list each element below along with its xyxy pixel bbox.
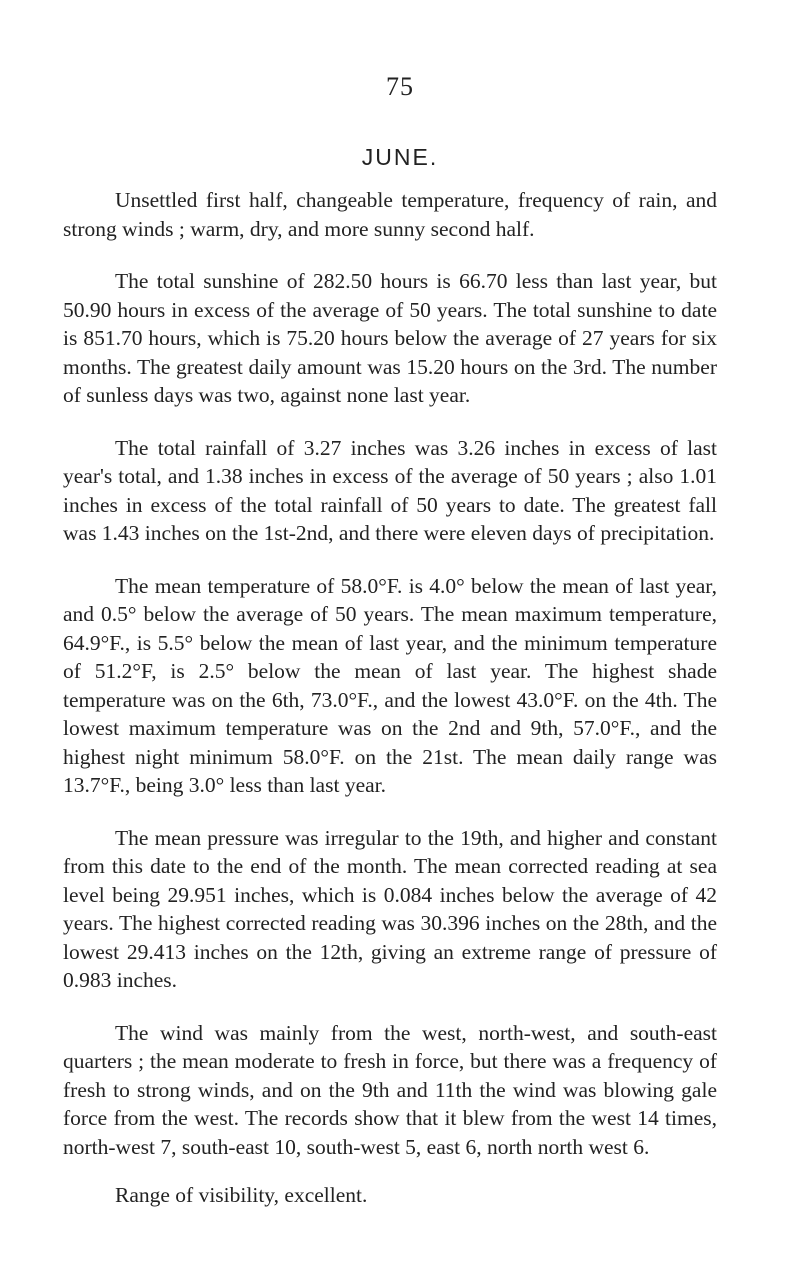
- page-heading: JUNE.: [361, 144, 439, 170]
- paragraph-temperature: The mean temperature of 58.0°F. is 4.0° below the mean of last year, and 0.5° below the average of 50 years. The mean maximum temperature, 64.9°F., is 5.5° below the mean of last year, and the minimum temperature of 51.2°F, is 2.5° below the mean of last year. The highest shade temperature was on the 6th, 73.0°F., and the lowest 43.0°F. on the 4th. The lowest maximum temperature was on the 2nd and 9th, 57.0°F., and the highest night minimum 58.0°F. on the 21st. The mean daily range was 13.7°F., being 3.0° less than last year.: [63, 573, 717, 797]
- document-body: [63, 186, 717, 1210]
- paragraph-pressure: The mean pressure was irregular to the 19th, and higher and constant from this date to the end of the month. The mean corrected reading at sea level being 29.951 inches, which is 0.084 inches below the average of 42 years. The highest corrected reading was 30.396 inches on the 28th, and the lowest 29.413 inches on the 12th, giving an extreme range of pressure of 0.983 inches.: [63, 825, 717, 992]
- page-number: 75: [386, 72, 414, 101]
- paragraph-wind: The wind was mainly from the west, north-west, and south-east quarters ; the mean moderate to fresh in force, but there was a frequency of fresh to strong winds, and on the 9th and 11th the wind was blowing gale force from the west. The records show that it blew from the west 14 times, north-west 7, south-east 10, south-west 5, east 6, north north west 6.: [63, 1020, 717, 1159]
- paragraph-rainfall: The total rainfall of 3.27 inches was 3.26 inches in excess of last year's total, and 1.38 inches in excess of the average of 50 years ; also 1.01 inches in excess of the total rainfall of 50 years to date. The greatest fall was 1.43 inches on the 1st-2nd, and there were eleven days of precipitation.: [63, 435, 717, 545]
- paragraph-visibility: Range of visibility, excellent.: [115, 1183, 368, 1207]
- paragraph-sunshine: The total sunshine of 282.50 hours is 66.70 less than last year, but 50.90 hours in excess of the average of 50 years. The total sunshine to date is 851.70 hours, which is 75.20 hours below the average of 27 years for six months. The greatest daily amount was 15.20 hours on the 3rd. The number of sunless days was two, against none last year.: [63, 269, 717, 407]
- paragraph-summary: Unsettled first half, changeable temperature, frequency of rain, and strong winds ; warm, dry, and more sunny second half.: [63, 188, 717, 241]
